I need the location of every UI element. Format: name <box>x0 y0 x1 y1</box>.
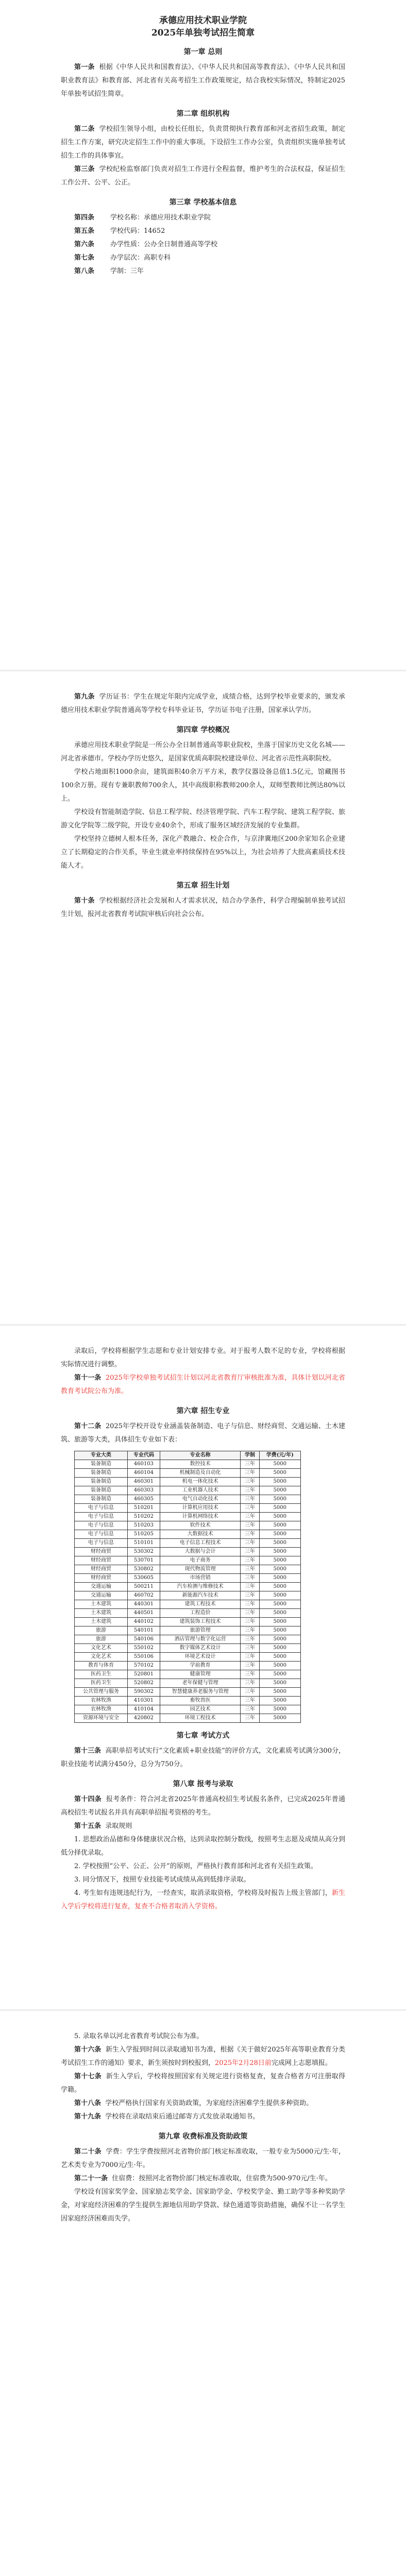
page-separator <box>0 1324 406 1326</box>
table-cell: 软件技术 <box>160 1521 241 1530</box>
table-row <box>75 1521 301 1530</box>
table-cell: 5000 <box>259 1697 300 1705</box>
table-cell: 510205 <box>128 1530 160 1539</box>
article-label: 第十三条 <box>74 1747 102 1755</box>
info-row <box>61 225 345 238</box>
sheet-1 <box>0 14 406 664</box>
table-cell: 土木建筑 <box>75 1618 128 1626</box>
article-18 <box>61 2097 345 2110</box>
article-label: 第三条 <box>74 165 95 173</box>
article-13 <box>61 1744 345 1771</box>
table-cell: 建筑装饰工程技术 <box>160 1618 241 1626</box>
table-cell: 440501 <box>128 1609 160 1618</box>
highlight-date: 2025年2月28日前 <box>215 2059 272 2067</box>
table-cell: 装备制造 <box>75 1469 128 1478</box>
table-row <box>75 1556 301 1565</box>
table-cell: 旅游 <box>75 1635 128 1644</box>
table-cell: 机械制造及自动化 <box>160 1469 241 1478</box>
article-label: 第十五条 <box>74 1822 102 1830</box>
table-cell: 410104 <box>128 1705 160 1714</box>
table-cell: 智慧健康养老服务与管理 <box>160 1688 241 1697</box>
table-cell: 5000 <box>259 1530 300 1539</box>
table-cell: 5000 <box>259 1618 300 1626</box>
highlight-text: 2025年学校单独考试招生计划以河北省教育厅审核批准为准，具体计划以河北省教育考试院公布为准。 <box>61 1374 345 1395</box>
article-text: 2025年学校开设专业涵盖装备制造、电子与信息、财经商贸、交通运输、土木建筑、旅游等大类，具体招生专业如下表： <box>61 1422 345 1444</box>
table-cell: 5000 <box>259 1504 300 1513</box>
table-cell: 460305 <box>128 1495 160 1504</box>
column-header: 专业大类 <box>75 1451 128 1460</box>
sheet-3 <box>0 1334 406 2004</box>
table-cell: 财经商贸 <box>75 1548 128 1556</box>
table-cell: 建筑工程技术 <box>160 1600 241 1609</box>
table-cell: 540106 <box>128 1635 160 1644</box>
table-cell: 旅游 <box>75 1626 128 1635</box>
article-text: 学历证书：学生在规定年限内完成学业，成绩合格，达到学校毕业要求的，颁发承德应用技术职业学院普通高等学校专科毕业证书，学历证书电子注册，国家承认学历。 <box>61 693 345 714</box>
column-header: 学费(元/年) <box>259 1451 300 1460</box>
table-cell: 三年 <box>241 1504 259 1513</box>
article-label: 第二条 <box>74 125 95 133</box>
table-cell: 装备制造 <box>75 1495 128 1504</box>
article-10 <box>61 894 345 921</box>
table-row <box>75 1697 301 1705</box>
table-cell: 电气自动化技术 <box>160 1495 241 1504</box>
article-text: 住宿费：按照河北省物价部门核定标准收取，住宿费为500-970元/生·年。 <box>112 2175 332 2182</box>
table-cell: 工程造价 <box>160 1609 241 1618</box>
table-cell: 工业机器人技术 <box>160 1486 241 1495</box>
chapter-heading: 第三章 学校基本信息 <box>169 198 237 207</box>
table-row <box>75 1662 301 1670</box>
article-text: 新生入学报到时间以录取通知书为准，根据《关于做好2025年高等职业教育分类考试招生工作的通知》要求，新生须按时到校报到， <box>61 2046 345 2067</box>
table-cell: 三年 <box>241 1626 259 1635</box>
table-cell: 460104 <box>128 1469 160 1478</box>
table-cell: 旅游管理 <box>160 1626 241 1635</box>
article-text: 学校严格执行国家有关资助政策，为家庭经济困难学生提供多种资助。 <box>105 2099 313 2107</box>
table-cell: 三年 <box>241 1565 259 1574</box>
table-row <box>75 1495 301 1504</box>
info-key: 学制： <box>110 267 131 275</box>
article-text: 学校将在录取结束后通过邮寄方式发放录取通知书。 <box>105 2113 260 2121</box>
table-cell: 三年 <box>241 1644 259 1653</box>
table-cell: 550106 <box>128 1653 160 1662</box>
table-cell: 数控技术 <box>160 1460 241 1469</box>
table-row <box>75 1486 301 1495</box>
article-14 <box>61 1793 345 1820</box>
table-cell: 510201 <box>128 1504 160 1513</box>
article-text: 完成网上志愿填报。 <box>271 2059 332 2067</box>
table-cell: 590302 <box>128 1688 160 1697</box>
table-cell: 电子信息工程技术 <box>160 1539 241 1548</box>
article-text: 录取规则 <box>105 1822 132 1830</box>
article-16 <box>61 2043 345 2070</box>
table-row <box>75 1688 301 1697</box>
table-cell: 财经商贸 <box>75 1565 128 1574</box>
table-cell: 园艺技术 <box>160 1705 241 1714</box>
table-cell: 汽车检测与维修技术 <box>160 1583 241 1591</box>
article-3 <box>61 163 345 190</box>
article-label: 第二十一条 <box>74 2175 108 2182</box>
table-cell: 460103 <box>128 1460 160 1469</box>
table-cell: 5000 <box>259 1600 300 1609</box>
table-cell: 570102 <box>128 1662 160 1670</box>
table-cell: 三年 <box>241 1697 259 1705</box>
info-value: 承德应用技术职业学院 <box>144 214 211 222</box>
table-cell: 现代物流管理 <box>160 1565 241 1574</box>
table-row <box>75 1565 301 1574</box>
table-cell: 5000 <box>259 1539 300 1548</box>
table-cell: 530302 <box>128 1548 160 1556</box>
table-cell: 装备制造 <box>75 1478 128 1486</box>
paragraph: 学校坚持立德树人根本任务，深化产教融合、校企合作，与京津冀地区200余家知名企业建立了长期稳定的合作关系，毕业生就业率持续保持在95%以上，为社会培养了大批高素质技术技能人才。 <box>61 835 345 870</box>
table-cell: 三年 <box>241 1635 259 1644</box>
major-table <box>74 1451 301 1723</box>
table-cell: 电子与信息 <box>75 1513 128 1521</box>
table-cell: 三年 <box>241 1591 259 1600</box>
table-cell: 畜牧兽医 <box>160 1697 241 1705</box>
table-cell: 5000 <box>259 1460 300 1469</box>
table-cell: 三年 <box>241 1530 259 1539</box>
table-cell: 大数据与会计 <box>160 1548 241 1556</box>
table-cell: 5000 <box>259 1714 300 1723</box>
table-cell: 5000 <box>259 1521 300 1530</box>
table-row <box>75 1600 301 1609</box>
table-cell: 510202 <box>128 1513 160 1521</box>
article-label: 第十条 <box>74 897 95 905</box>
table-cell: 文化艺术 <box>75 1644 128 1653</box>
paragraph: 学校设有智能制造学院、信息工程学院、经济管理学院、汽车工程学院、建筑工程学院、旅游文化学院等二级学院，开设专业40余个，形成了服务区域经济发展的专业集群。 <box>61 808 345 829</box>
table-cell: 三年 <box>241 1609 259 1618</box>
table-cell: 土木建筑 <box>75 1609 128 1618</box>
table-cell: 460303 <box>128 1486 160 1495</box>
article-label: 第十七条 <box>74 2073 102 2080</box>
table-cell: 5000 <box>259 1548 300 1556</box>
article-label: 第八条 <box>74 267 95 275</box>
chapter-heading: 第二章 组织机构 <box>176 110 230 118</box>
info-key: 学校代码： <box>110 227 144 235</box>
table-cell: 三年 <box>241 1670 259 1679</box>
table-cell: 460702 <box>128 1591 160 1600</box>
article-label: 第四条 <box>74 214 95 222</box>
chapter-heading: 第六章 招生专业 <box>176 1407 230 1415</box>
info-row <box>61 251 345 265</box>
table-row <box>75 1618 301 1626</box>
info-row <box>61 211 345 225</box>
info-row <box>61 265 345 278</box>
article-9 <box>61 690 345 717</box>
rule-item: 5. 录取名单以河北省教育考试院公布为准。 <box>74 2032 204 2040</box>
article-21 <box>61 2172 345 2185</box>
page-separator <box>0 670 406 671</box>
table-cell: 环境艺术设计 <box>160 1653 241 1662</box>
info-value: 14652 <box>144 227 165 235</box>
table-cell: 5000 <box>259 1583 300 1591</box>
table-cell: 三年 <box>241 1688 259 1697</box>
table-cell: 三年 <box>241 1600 259 1609</box>
paragraph: 承德应用技术职业学院是一所公办全日制普通高等职业院校，坐落于国家历史文化名城——河北省承德市。学校办学历史悠久，是国家优质高职院校建设单位、河北省示范性高职院校。 <box>61 741 345 762</box>
table-cell: 三年 <box>241 1495 259 1504</box>
table-cell: 电子与信息 <box>75 1530 128 1539</box>
table-row <box>75 1591 301 1600</box>
article-19 <box>61 2110 345 2124</box>
table-cell: 三年 <box>241 1478 259 1486</box>
table-row <box>75 1460 301 1469</box>
table-cell: 5000 <box>259 1478 300 1486</box>
article-label: 第十九条 <box>74 2113 102 2121</box>
article-2 <box>61 123 345 163</box>
table-row <box>75 1609 301 1618</box>
page-separator <box>0 2009 406 2011</box>
article-label: 第六条 <box>74 241 95 248</box>
table-cell: 计算机应用技术 <box>160 1504 241 1513</box>
chapter-heading: 第七章 考试方式 <box>176 1732 230 1740</box>
table-cell: 5000 <box>259 1565 300 1574</box>
table-row <box>75 1513 301 1521</box>
table-cell: 公共管理与服务 <box>75 1688 128 1697</box>
info-value: 高职专科 <box>144 254 171 262</box>
table-cell: 三年 <box>241 1705 259 1714</box>
info-value: 三年 <box>130 267 144 275</box>
table-cell: 5000 <box>259 1653 300 1662</box>
rule-text: 4. 考生如有违规违纪行为，一经查实，取消录取资格，学校将及时报告上级主管部门， <box>74 1889 332 1897</box>
table-cell: 520801 <box>128 1670 160 1679</box>
table-cell: 530605 <box>128 1574 160 1583</box>
table-cell: 资源环境与安全 <box>75 1714 128 1723</box>
table-cell: 410301 <box>128 1697 160 1705</box>
table-cell: 三年 <box>241 1574 259 1583</box>
table-cell: 三年 <box>241 1583 259 1591</box>
table-cell: 教育与体育 <box>75 1662 128 1670</box>
info-key: 办学层次： <box>110 254 144 262</box>
table-cell: 酒店管理与数字化运营 <box>160 1635 241 1644</box>
table-cell: 5000 <box>259 1635 300 1644</box>
article-text: 高职单招考试实行“文化素质+职业技能”的评价方式，文化素质考试满分300分，职业技能考试满分450分，总分为750分。 <box>61 1747 346 1768</box>
info-key: 学校名称： <box>110 214 144 222</box>
article-text: 新生入学后，学校将按照国家有关规定进行资格复查，复查合格者方可注册取得学籍。 <box>61 2073 345 2094</box>
table-cell: 5000 <box>259 1469 300 1478</box>
table-cell: 5000 <box>259 1486 300 1495</box>
table-row <box>75 1469 301 1478</box>
article-text: 学校根据经济社会发展和人才需求状况，结合办学条件，科学合理编制单独考试招生计划，报河北省教育考试院审核后向社会公布。 <box>61 897 345 918</box>
table-cell: 三年 <box>241 1679 259 1688</box>
table-cell: 540101 <box>128 1626 160 1635</box>
table-cell: 500211 <box>128 1583 160 1591</box>
table-cell: 5000 <box>259 1679 300 1688</box>
chapter-heading: 第一章 总则 <box>183 48 223 56</box>
rule-item: 1. 思想政治品德和身体健康状况合格，达到录取控制分数线，按照考生志愿及成绩从高分到低分择优录取。 <box>61 1836 345 1857</box>
article-label: 第一条 <box>74 63 95 71</box>
table-cell: 交通运输 <box>75 1583 128 1591</box>
table-cell: 520802 <box>128 1679 160 1688</box>
table-cell: 5000 <box>259 1644 300 1653</box>
table-cell: 5000 <box>259 1556 300 1565</box>
table-cell: 5000 <box>259 1670 300 1679</box>
table-row <box>75 1478 301 1486</box>
column-header: 专业代码 <box>128 1451 160 1460</box>
chapter-heading: 第九章 收费标准及资助政策 <box>158 2132 248 2141</box>
table-cell: 5000 <box>259 1513 300 1521</box>
table-row <box>75 1548 301 1556</box>
article-20 <box>61 2145 345 2172</box>
table-cell: 530701 <box>128 1556 160 1565</box>
table-cell: 510101 <box>128 1539 160 1548</box>
rule-item: 2. 学校按照“公平、公正、公开”的原则，严格执行教育部和河北省有关招生政策。 <box>74 1862 317 1870</box>
table-row <box>75 1644 301 1653</box>
table-cell: 学前教育 <box>160 1662 241 1670</box>
table-cell: 电子与信息 <box>75 1521 128 1530</box>
table-row <box>75 1705 301 1714</box>
table-cell: 机电一体化技术 <box>160 1478 241 1486</box>
table-cell: 装备制造 <box>75 1486 128 1495</box>
info-key: 办学性质： <box>110 241 144 248</box>
table-cell: 三年 <box>241 1548 259 1556</box>
paragraph: 录取后，学校将根据学生志愿和专业计划安排专业。对于报考人数不足的专业，学校将根据实际情况进行调整。 <box>61 1347 345 1368</box>
article-text: 学校招生领导小组，由校长任组长，负责贯彻执行教育部和河北省招生政策，制定招生工作方案，研究决定招生工作中的重大事项。下设招生工作办公室，负责组织实施单独考试招生工作的具体事宜。 <box>61 125 345 160</box>
article-label: 第十四条 <box>74 1795 102 1803</box>
article-label: 第五条 <box>74 227 95 235</box>
table-row <box>75 1679 301 1688</box>
article-1 <box>61 61 345 101</box>
article-label: 第七条 <box>74 254 95 262</box>
table-cell: 420802 <box>128 1714 160 1723</box>
page-subtitle: 2025年单独考试招生简章 <box>151 28 255 38</box>
paragraph: 学校占地面积1000余亩，建筑面积40余万平方米，教学仪器设备总值1.5亿元，馆藏图书100余万册。现有专兼职教师700余人，其中高级职称教师200余人，双师型教师比例达80%以上。 <box>61 768 345 803</box>
article-15 <box>61 1820 345 1833</box>
article-text: 报考条件：符合河北省2025年普通高校招生考试报名条件，已完成2025年普通高校招生考试报名并具有高职单招报考资格的考生。 <box>61 1795 345 1817</box>
major-table-body <box>75 1460 301 1723</box>
table-cell: 5000 <box>259 1662 300 1670</box>
table-row <box>75 1653 301 1662</box>
chapter-heading: 第五章 招生计划 <box>176 882 230 890</box>
table-cell: 环境工程技术 <box>160 1714 241 1723</box>
table-row <box>75 1626 301 1635</box>
table-cell: 交通运输 <box>75 1591 128 1600</box>
table-cell: 三年 <box>241 1556 259 1565</box>
table-cell: 三年 <box>241 1539 259 1548</box>
table-cell: 农林牧渔 <box>75 1697 128 1705</box>
table-cell: 大数据技术 <box>160 1530 241 1539</box>
table-cell: 5000 <box>259 1591 300 1600</box>
table-cell: 电子与信息 <box>75 1539 128 1548</box>
table-cell: 文化艺术 <box>75 1653 128 1662</box>
table-cell: 财经商贸 <box>75 1574 128 1583</box>
table-header-row <box>75 1451 301 1460</box>
table-cell: 5000 <box>259 1609 300 1618</box>
table-cell: 5000 <box>259 1574 300 1583</box>
table-cell: 健康管理 <box>160 1670 241 1679</box>
table-row <box>75 1635 301 1644</box>
article-12 <box>61 1420 345 1447</box>
table-cell: 510203 <box>128 1521 160 1530</box>
column-header: 专业名称 <box>160 1451 241 1460</box>
sheet-2 <box>0 680 406 1319</box>
paragraph: 学校设有国家奖学金、国家励志奖学金、国家助学金、学校奖学金、勤工助学等多种奖助学金，对家庭经济困难的学生提供生源地信用助学贷款、绿色通道等资助措施，确保不让一名学生因家庭经济困难而失学。 <box>61 2188 345 2223</box>
table-row <box>75 1583 301 1591</box>
table-cell: 440102 <box>128 1618 160 1626</box>
info-value: 公办全日制普通高等学校 <box>144 241 218 248</box>
table-cell: 三年 <box>241 1714 259 1723</box>
table-cell: 5000 <box>259 1495 300 1504</box>
chapter-heading: 第八章 报考与录取 <box>173 1780 233 1788</box>
table-cell: 医药卫生 <box>75 1679 128 1688</box>
table-cell: 计算机网络技术 <box>160 1513 241 1521</box>
column-header: 学制 <box>241 1451 259 1460</box>
table-cell: 三年 <box>241 1460 259 1469</box>
table-cell: 医药卫生 <box>75 1670 128 1679</box>
article-label: 第九条 <box>74 693 95 701</box>
table-cell: 5000 <box>259 1705 300 1714</box>
table-row <box>75 1574 301 1583</box>
article-17 <box>61 2070 345 2097</box>
rule-item: 3. 同分情况下，按照专业技能考试成绩从高到低排序录取。 <box>74 1876 250 1884</box>
table-cell: 市场营销 <box>160 1574 241 1583</box>
page-title: 承德应用技术职业学院 <box>159 15 247 26</box>
table-cell: 三年 <box>241 1662 259 1670</box>
table-cell: 电子商务 <box>160 1556 241 1565</box>
chapter-heading: 第四章 学校概况 <box>176 726 230 734</box>
table-cell: 数字媒体艺术设计 <box>160 1644 241 1653</box>
rule-item <box>61 1887 345 1913</box>
article-label: 第二十条 <box>74 2148 102 2156</box>
table-row <box>75 1714 301 1723</box>
table-cell: 新能源汽车技术 <box>160 1591 241 1600</box>
table-cell: 装备制造 <box>75 1460 128 1469</box>
table-cell: 三年 <box>241 1521 259 1530</box>
article-label: 第十一条 <box>74 1374 102 1382</box>
table-row <box>75 1670 301 1679</box>
table-cell: 5000 <box>259 1626 300 1635</box>
table-row <box>75 1539 301 1548</box>
article-text: 根据《中华人民共和国教育法》、《中华人民共和国高等教育法》、《中华人民共和国职业教育法》和教育部、河北省有关高考招生工作政策规定，结合我校实际情况，特制定2025年单独考试招生简章。 <box>61 63 345 98</box>
table-cell: 三年 <box>241 1513 259 1521</box>
table-cell: 三年 <box>241 1618 259 1626</box>
info-row <box>61 238 345 251</box>
table-cell: 土木建筑 <box>75 1600 128 1609</box>
table-cell: 440301 <box>128 1600 160 1609</box>
table-cell: 老年保健与管理 <box>160 1679 241 1688</box>
article-label: 第十二条 <box>74 1422 102 1430</box>
table-cell: 550102 <box>128 1644 160 1653</box>
table-cell: 财经商贸 <box>75 1556 128 1565</box>
table-cell: 电子与信息 <box>75 1504 128 1513</box>
article-text: 学费：学生学费按照河北省物价部门核定标准收取，一般专业为5000元/生·年，艺术类专业为7000元/生·年。 <box>61 2148 345 2169</box>
table-cell: 460301 <box>128 1478 160 1486</box>
table-cell: 农林牧渔 <box>75 1705 128 1714</box>
table-cell: 三年 <box>241 1469 259 1478</box>
table-cell: 三年 <box>241 1486 259 1495</box>
article-label: 第十八条 <box>74 2099 102 2107</box>
article-text: 学校纪检监察部门负责对招生工作进行全程监督，维护考生的合法权益，保证招生工作公开、公平、公正。 <box>61 165 345 187</box>
table-cell: 三年 <box>241 1653 259 1662</box>
article-11 <box>61 1371 345 1398</box>
table-row <box>75 1504 301 1513</box>
table-cell: 5000 <box>259 1688 300 1697</box>
sheet-4 <box>0 2020 406 2576</box>
highlight-text: 新生入学后学校将进行复查，复查不合格者取消入学资格。 <box>61 1889 345 1910</box>
table-row <box>75 1530 301 1539</box>
article-label: 第十六条 <box>74 2046 102 2054</box>
table-cell: 530802 <box>128 1565 160 1574</box>
